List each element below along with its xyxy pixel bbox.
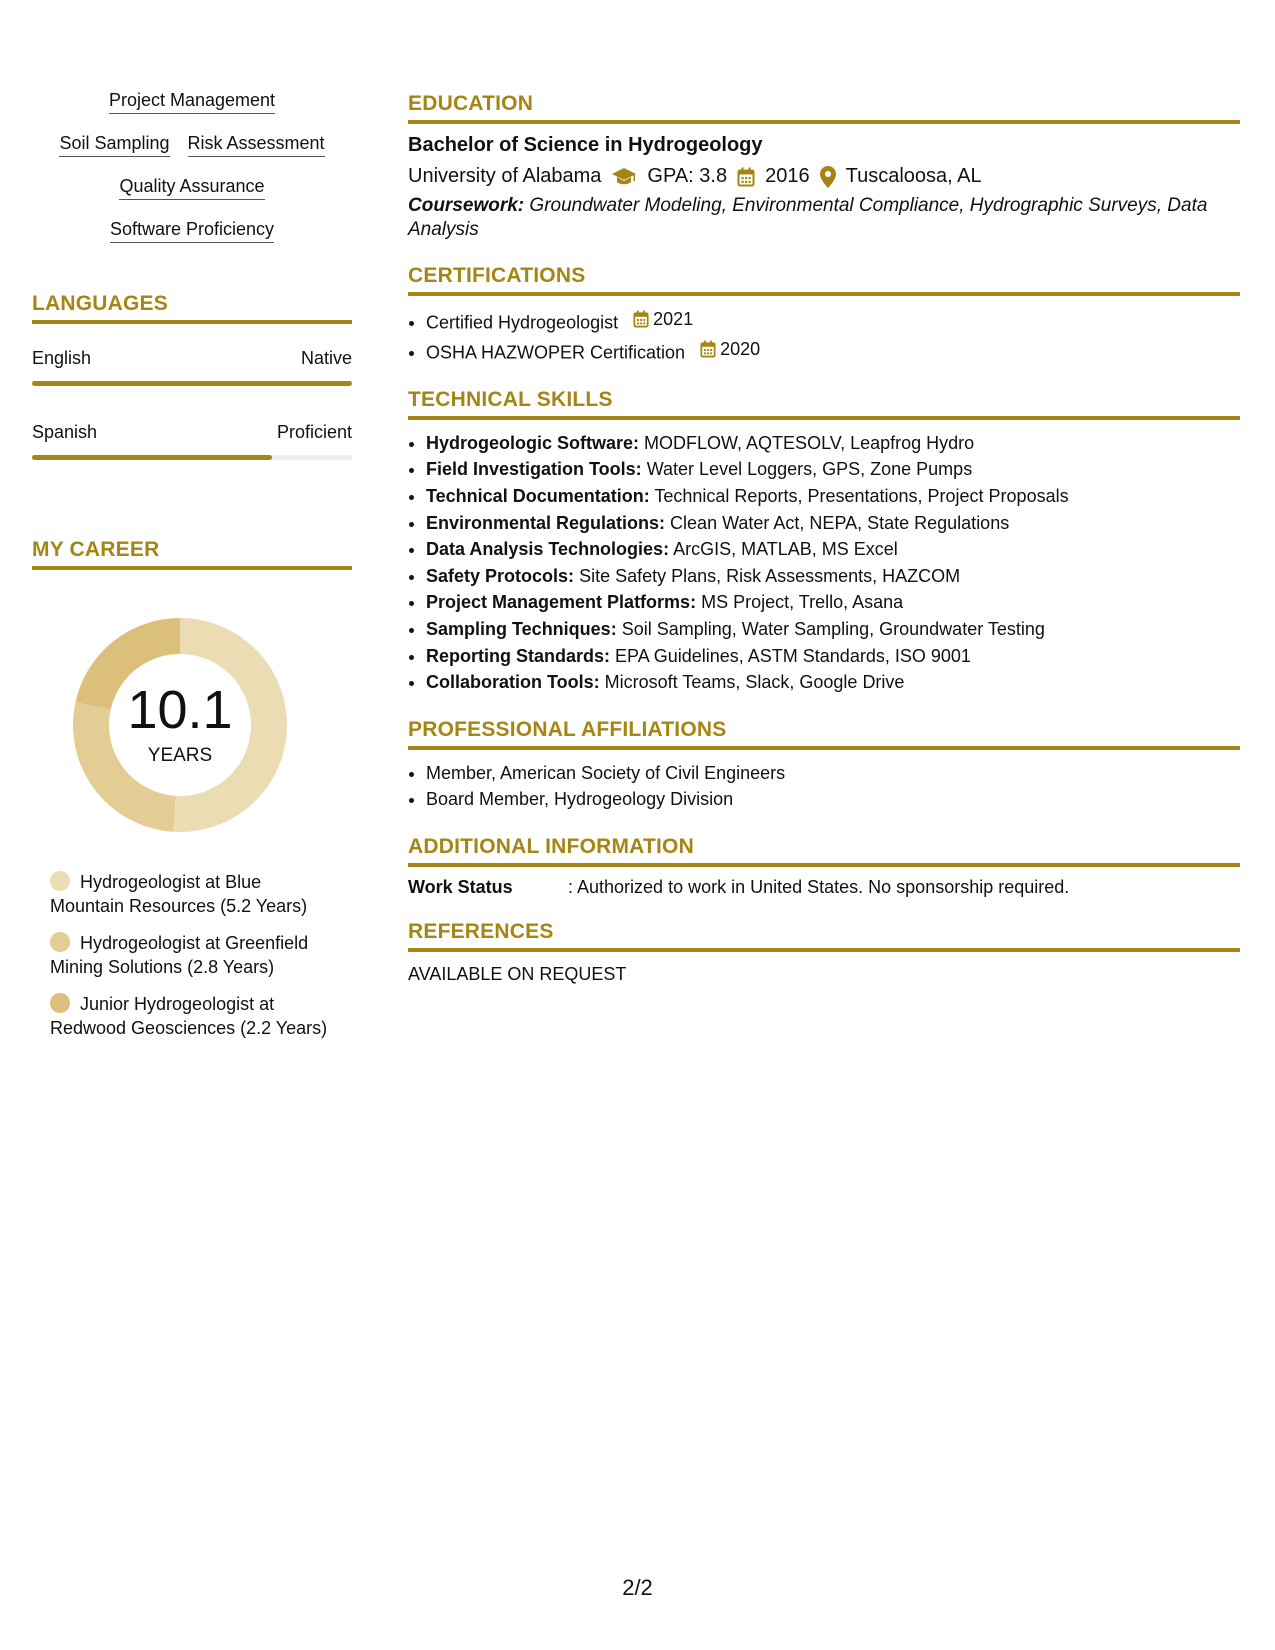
left-column bbox=[32, 82, 352, 1053]
work-status-row bbox=[408, 877, 1240, 898]
career-legend-item bbox=[50, 870, 340, 918]
skill-tag: Software Proficiency bbox=[110, 219, 274, 243]
education-section bbox=[408, 92, 1240, 242]
language-bar-fill bbox=[32, 455, 272, 460]
technical-skills-section bbox=[408, 388, 1240, 696]
certification-name: OSHA HAZWOPER Certification bbox=[426, 342, 686, 363]
legend-dot bbox=[50, 871, 70, 891]
technical-skill-item bbox=[426, 430, 1240, 457]
education-degree: Bachelor of Science in Hydrogeology bbox=[408, 134, 763, 156]
references-section bbox=[408, 920, 1240, 985]
legend-label: Hydrogeologist at Greenfield Mining Solutions (2.8 Years) bbox=[50, 933, 309, 977]
page-number: 2/2 bbox=[622, 1575, 653, 1600]
references-text: AVAILABLE ON REQUEST bbox=[408, 963, 627, 984]
additional-info-section bbox=[408, 835, 1240, 898]
technical-skill-item bbox=[426, 510, 1240, 537]
certification-year: 2020 bbox=[720, 338, 761, 359]
skill-label: Data Analysis Technologies: bbox=[426, 539, 670, 560]
skill-value: MS Project, Trello, Asana bbox=[701, 592, 904, 613]
language-bar bbox=[32, 455, 352, 460]
technical-skill-item bbox=[426, 536, 1240, 563]
skill-value: EPA Guidelines, ASTM Standards, ISO 9001 bbox=[615, 645, 971, 666]
certification-name: Certified Hydrogeologist bbox=[426, 312, 619, 333]
language-name: Spanish bbox=[32, 422, 98, 442]
technical-skill-item bbox=[426, 563, 1240, 590]
skill-value: Soil Sampling, Water Sampling, Groundwater Testing bbox=[621, 618, 1045, 639]
language-level: Proficient bbox=[276, 422, 352, 442]
language-english bbox=[32, 348, 352, 386]
career-donut-chart bbox=[65, 610, 295, 840]
certifications-heading: CERTIFICATIONS bbox=[408, 264, 1240, 296]
language-spanish bbox=[32, 422, 352, 460]
education-year: 2016 bbox=[765, 165, 810, 187]
skills-row bbox=[59, 133, 324, 157]
skills-row bbox=[109, 90, 275, 114]
career-total-unit: YEARS bbox=[147, 745, 213, 766]
skill-value: Site Safety Plans, Risk Assessments, HAZCOM bbox=[579, 565, 961, 586]
right-column bbox=[408, 92, 1240, 985]
education-meta bbox=[408, 165, 1240, 188]
affiliation-item: • Board Member, Hydrogeology Division bbox=[426, 786, 1240, 813]
career-heading: MY CAREER bbox=[32, 538, 352, 570]
skill-tag: Soil Sampling bbox=[59, 133, 169, 157]
skill-label: Reporting Standards: bbox=[426, 645, 611, 666]
technical-skills-list bbox=[408, 430, 1240, 696]
skill-label: Safety Protocols: bbox=[426, 565, 575, 586]
education-gpa: GPA: 3.8 bbox=[647, 165, 728, 187]
education-coursework bbox=[408, 194, 1240, 242]
career-legend bbox=[50, 870, 340, 1040]
graduation-cap-icon bbox=[611, 167, 637, 187]
skill-value: Technical Reports, Presentations, Project Proposals bbox=[654, 485, 1069, 506]
skill-value: ArcGIS, MATLAB, MS Excel bbox=[673, 539, 898, 560]
work-status-value: : Authorized to work in United States. No sponsorship required. bbox=[568, 876, 1070, 897]
skill-label: Environmental Regulations: bbox=[426, 512, 666, 533]
skill-tag: Quality Assurance bbox=[119, 176, 264, 200]
certification-item bbox=[426, 306, 1240, 336]
skill-label: Project Management Platforms: bbox=[426, 592, 697, 613]
skill-label: Hydrogeologic Software: bbox=[426, 432, 640, 453]
skill-value: Clean Water Act, NEPA, State Regulations bbox=[670, 512, 1010, 533]
affiliations-section bbox=[408, 718, 1240, 813]
language-name: English bbox=[32, 348, 92, 368]
career-legend-item bbox=[50, 931, 340, 979]
skill-label: Field Investigation Tools: bbox=[426, 459, 642, 480]
affiliations-list bbox=[408, 760, 1240, 813]
certification-item bbox=[426, 336, 1240, 366]
certifications-list bbox=[408, 306, 1240, 366]
technical-skill-item bbox=[426, 669, 1240, 696]
calendar-icon bbox=[700, 340, 716, 358]
skills-list bbox=[32, 90, 352, 243]
legend-dot bbox=[50, 932, 70, 952]
references-heading: REFERENCES bbox=[408, 920, 1240, 952]
technical-skill-item bbox=[426, 643, 1240, 670]
education-school: University of Alabama bbox=[408, 165, 602, 187]
education-location: Tuscaloosa, AL bbox=[845, 165, 982, 187]
certifications-section bbox=[408, 264, 1240, 366]
additional-info-heading: ADDITIONAL INFORMATION bbox=[408, 835, 1240, 867]
skill-tag: Risk Assessment bbox=[188, 133, 325, 157]
languages-heading: LANGUAGES bbox=[32, 292, 352, 324]
coursework-text: Groundwater Modeling, Environmental Compliance, Hydrographic Surveys, Data Analysis bbox=[408, 195, 1208, 240]
career-total-years: 10.1 bbox=[127, 680, 233, 740]
affiliations-heading: PROFESSIONAL AFFILIATIONS bbox=[408, 718, 1240, 750]
technical-skill-item bbox=[426, 589, 1240, 616]
skill-tag: Project Management bbox=[109, 90, 275, 114]
skill-value: Water Level Loggers, GPS, Zone Pumps bbox=[646, 459, 973, 480]
language-bar bbox=[32, 381, 352, 386]
technical-skill-item bbox=[426, 456, 1240, 483]
skill-label: Sampling Techniques: bbox=[426, 618, 617, 639]
skill-value: Microsoft Teams, Slack, Google Drive bbox=[604, 672, 905, 693]
technical-skill-item bbox=[426, 483, 1240, 510]
technical-skill-item bbox=[426, 616, 1240, 643]
technical-skills-heading: TECHNICAL SKILLS bbox=[408, 388, 1240, 420]
map-pin-icon bbox=[820, 166, 836, 188]
work-status-label: Work Status bbox=[408, 876, 513, 897]
calendar-icon bbox=[737, 167, 755, 187]
certification-year: 2021 bbox=[653, 309, 694, 329]
education-heading: EDUCATION bbox=[408, 92, 1240, 124]
skills-row bbox=[110, 219, 274, 243]
affiliation-item: • Member, American Society of Civil Engineers bbox=[426, 760, 1240, 787]
skills-row bbox=[119, 176, 264, 200]
legend-label: Junior Hydrogeologist at Redwood Geosciences (2.2 Years) bbox=[50, 994, 328, 1038]
language-bar-fill bbox=[32, 381, 352, 386]
language-level: Native bbox=[300, 348, 352, 368]
legend-dot bbox=[50, 993, 70, 1013]
skill-label: Collaboration Tools: bbox=[426, 672, 600, 693]
skill-label: Technical Documentation: bbox=[426, 485, 650, 506]
legend-label: Hydrogeologist at Blue Mountain Resources (5.2 Years) bbox=[50, 872, 308, 916]
coursework-label: Coursework: bbox=[408, 195, 525, 216]
skill-value: MODFLOW, AQTESOLV, Leapfrog Hydro bbox=[644, 432, 975, 453]
calendar-icon bbox=[633, 310, 649, 328]
career-legend-item bbox=[50, 992, 340, 1040]
